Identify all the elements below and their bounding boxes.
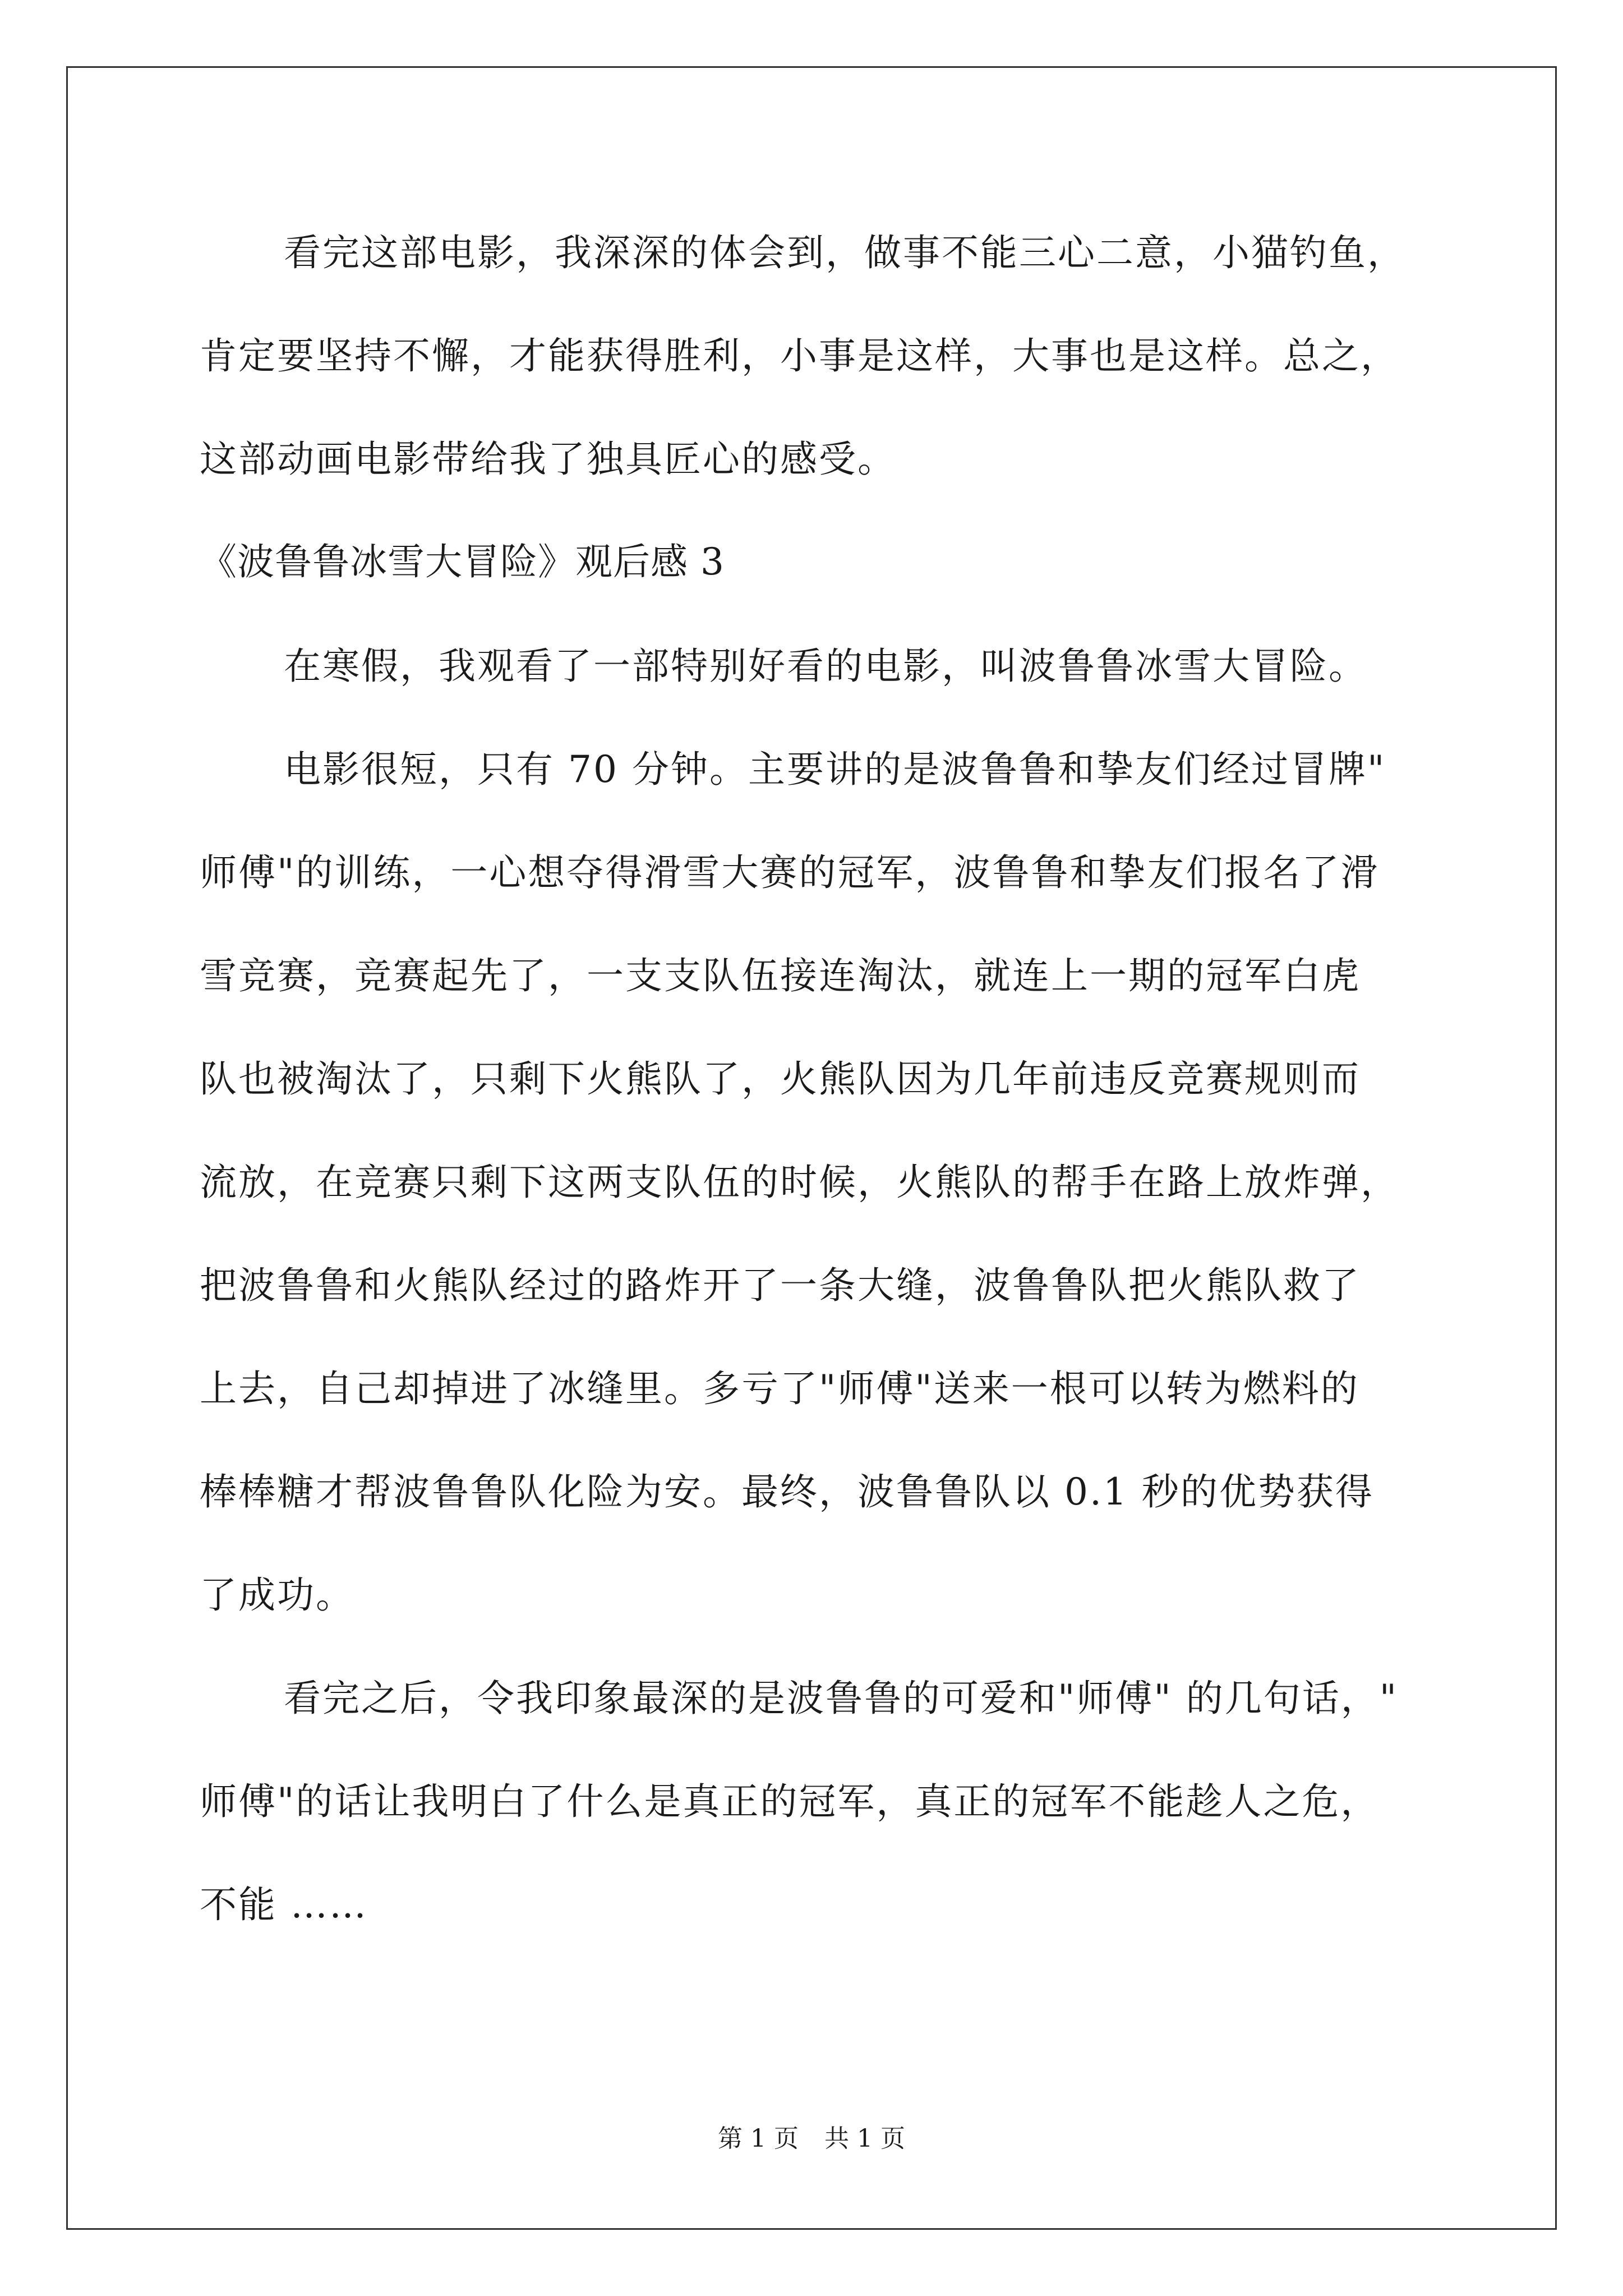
paragraph-1-line-3: 这部动画电影带给我了独具匠心的感受。 — [200, 438, 896, 481]
paragraph-3-line-1: 电影很短，只有 70 分钟。主要讲的是波鲁鲁和挚友们经过冒牌" — [284, 748, 1386, 791]
paragraph-3-line-2: 师傅"的训练，一心想夺得滑雪大赛的冠军，波鲁鲁和挚友们报名了滑 — [200, 851, 1380, 894]
paragraph-4-line-3: 不能 …… — [200, 1883, 368, 1926]
paragraph-3-line-6: 把波鲁鲁和火熊队经过的路炸开了一条大缝，波鲁鲁队把火熊队救了 — [200, 1264, 1361, 1307]
page-footer — [0, 2124, 1623, 2153]
paragraph-3-line-5: 流放，在竞赛只剩下这两支队伍的时候，火熊队的帮手在路上放炸弹， — [200, 1161, 1399, 1204]
paragraph-3-line-3: 雪竞赛，竞赛起先了，一支支队伍接连淘汰，就连上一期的冠军白虎 — [200, 954, 1361, 997]
paragraph-2-line-1: 在寒假，我观看了一部特别好看的电影，叫波鲁鲁冰雪大冒险。 — [284, 645, 1367, 688]
paragraph-3-line-9: 了成功。 — [200, 1573, 354, 1617]
section-heading: 《波鲁鲁冰雪大冒险》观后感 3 — [200, 540, 725, 583]
paragraph-1-line-1: 看完这部电影，我深深的体会到，做事不能三心二意，小猫钓鱼， — [284, 231, 1406, 274]
paragraph-3-line-8: 棒棒糖才帮波鲁鲁队化险为安。最终，波鲁鲁队以 0.1 秒的优势获得 — [200, 1470, 1374, 1513]
paragraph-3-line-4: 队也被淘汰了，只剩下火熊队了，火熊队因为几年前违反竞赛规则而 — [200, 1057, 1361, 1101]
paragraph-4-line-2: 师傅"的话让我明白了什么是真正的冠军，真正的冠军不能趁人之危， — [200, 1780, 1380, 1823]
paragraph-1-line-2: 肯定要坚持不懈，才能获得胜利，小事是这样，大事也是这样。总之， — [200, 334, 1399, 378]
paragraph-4-line-1: 看完之后，令我印象最深的是波鲁鲁的可爱和"师傅" 的几句话，" — [284, 1677, 1399, 1720]
page-number: 第 1 页 — [718, 2124, 799, 2153]
paragraph-3-line-7: 上去，自己却掉进了冰缝里。多亏了"师傅"送来一根可以转为燃料的 — [200, 1367, 1359, 1410]
page-total: 共 1 页 — [824, 2124, 905, 2153]
